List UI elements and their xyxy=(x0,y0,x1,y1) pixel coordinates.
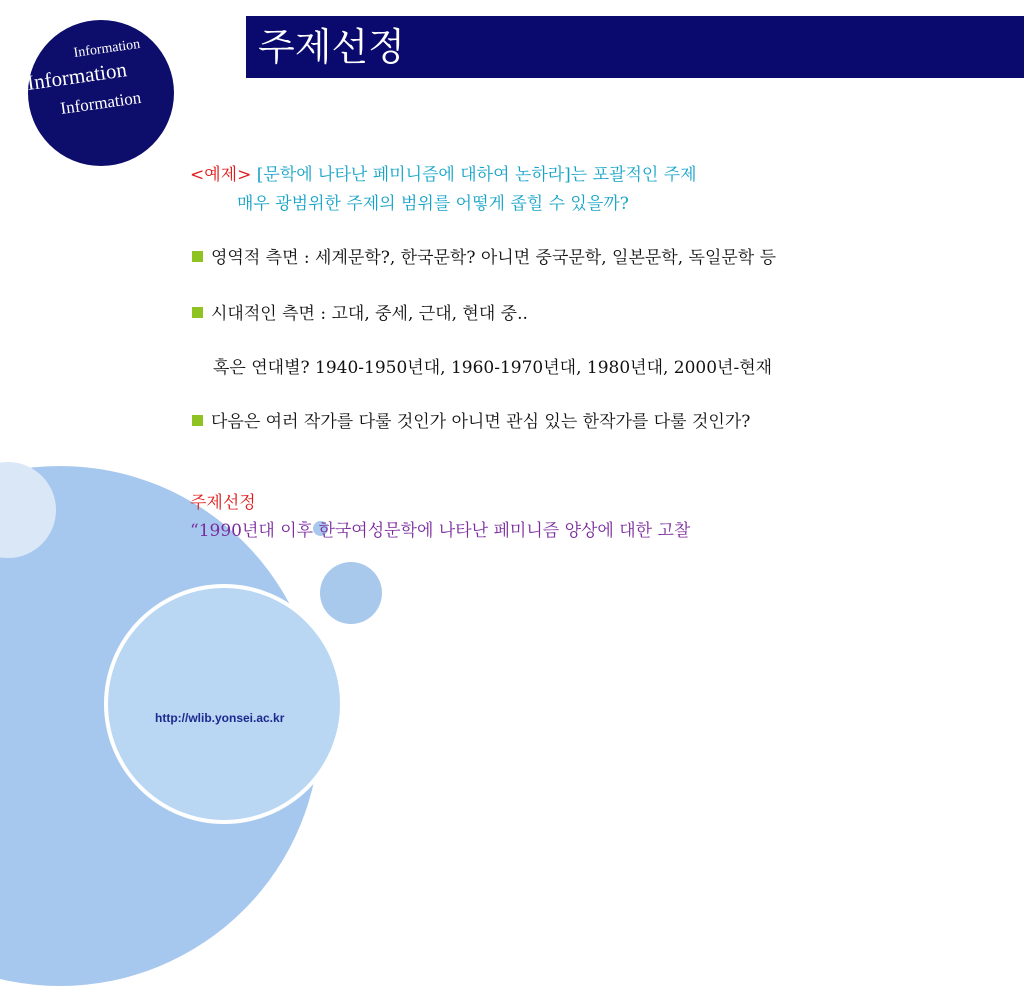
bullet-item-region xyxy=(192,247,776,269)
era-detail-line: 혹은 연대별? 1940-1950년대, 1960-1970년대, 1980년대, 2000년-현재 xyxy=(213,358,773,378)
example-line xyxy=(190,164,697,186)
bullet-square-icon xyxy=(192,251,203,262)
logo-text-3: Information xyxy=(59,87,143,119)
decor-circle-medium xyxy=(320,562,382,624)
bullet-item-era xyxy=(192,303,528,325)
example-subtext: 매우 광범위한 주제의 범위를 어떻게 좁힐 수 있을까? xyxy=(237,194,629,214)
bullet-text: 시대적인 측면 : 고대, 중세, 근대, 현대 중.. xyxy=(211,304,528,324)
topic-text: “1990년대 이후 한국여성문학에 나타난 페미니즘 양상에 대한 고찰 xyxy=(190,521,691,541)
bullet-text: 영역적 측면 : 세계문학?, 한국문학? 아니면 중국문학, 일본문학, 독일문학 등 xyxy=(211,248,777,268)
logo-text-1: Information xyxy=(72,36,142,62)
bullet-text: 다음은 여러 작가를 다룰 것인가 아니면 관심 있는 한작가를 다룰 것인가? xyxy=(211,412,751,432)
bullet-square-icon xyxy=(192,307,203,318)
decor-circle-inner xyxy=(108,588,340,820)
example-text: [문학에 나타난 페미니즘에 대하여 논하라]는 포괄적인 주제 xyxy=(256,165,697,185)
footer-url[interactable]: http://wlib.yonsei.ac.kr xyxy=(155,711,285,725)
bullet-item-author xyxy=(192,411,750,433)
logo-text-2: Information xyxy=(25,57,129,96)
bullet-square-icon xyxy=(192,415,203,426)
topic-label: 주제선정 xyxy=(190,493,256,513)
slide-title: 주제선정 xyxy=(258,25,405,69)
title-bar xyxy=(246,16,1024,78)
example-label: <예제> xyxy=(190,165,252,185)
